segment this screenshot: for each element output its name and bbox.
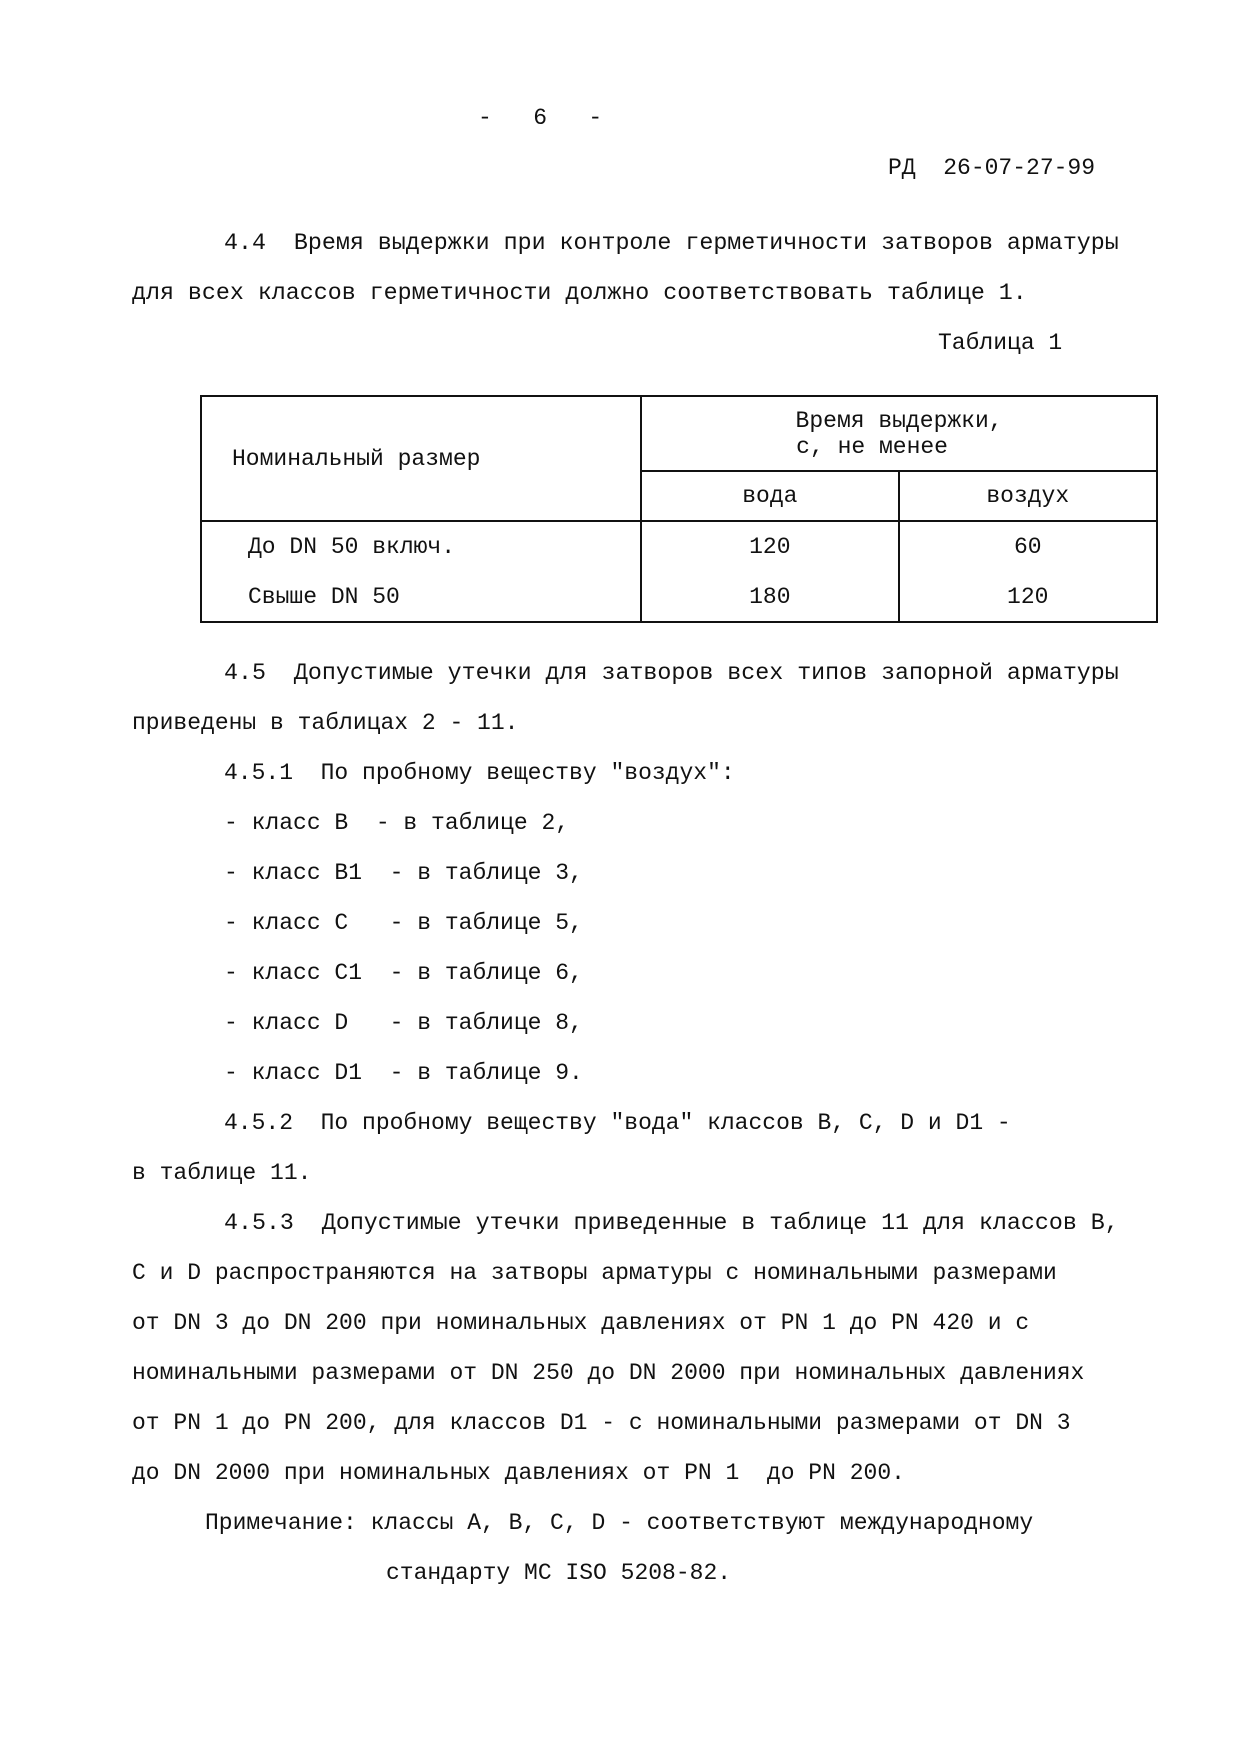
note-line-2: стандарту МС ISO 5208-82. [386, 1560, 732, 1586]
paragraph-4-5-3-line-4: номинальными размерами от DN 250 до DN 2000 при номинальных давлениях [132, 1360, 1085, 1386]
paragraph-4-5-3-line-5: от PN 1 до PN 200, для классов D1 - с номинальными размерами от DN 3 [132, 1410, 1071, 1436]
cell-size: До DN 50 включ. [201, 521, 641, 572]
header-exposure-time [641, 396, 1157, 471]
table-caption: Таблица 1 [938, 330, 1063, 356]
note-line-1: Примечание: классы A, B, C, D - соответствуют международному [205, 1510, 1034, 1536]
cell-water: 180 [641, 572, 898, 622]
paragraph-4-5-1-intro: 4.5.1 По пробному веществу "воздух": [224, 760, 735, 786]
list-item: - класс D - в таблице 8, [224, 1010, 583, 1036]
header-nominal-size: Номинальный размер [201, 396, 641, 521]
paragraph-4-5-3-line-3: от DN 3 до DN 200 при номинальных давлениях от PN 1 до PN 420 и с [132, 1310, 1030, 1336]
table-row [201, 572, 1157, 622]
cell-air: 60 [899, 521, 1157, 572]
paragraph-4-5-3-line-2: C и D распространяются на затворы арматуры с номинальными размерами [132, 1260, 1057, 1286]
list-item: - класс C1 - в таблице 6, [224, 960, 583, 986]
page-number: - 6 - [478, 105, 603, 131]
list-item: - класс D1 - в таблице 9. [224, 1060, 583, 1086]
header-water: вода [641, 471, 898, 521]
paragraph-4-5-line-1: 4.5 Допустимые утечки для затворов всех типов запорной арматуры [224, 660, 1119, 686]
header-air: воздух [899, 471, 1157, 521]
paragraph-4-5-3-line-1: 4.5.3 Допустимые утечки приведенные в таблице 11 для классов B, [224, 1210, 1119, 1236]
list-item: - класс B - в таблице 2, [224, 810, 570, 836]
paragraph-4-4-line-1: 4.4 Время выдержки при контроле герметичности затворов арматуры [224, 230, 1119, 256]
exposure-time-table [200, 395, 1158, 623]
table-row [201, 521, 1157, 572]
paragraph-4-5-line-2: приведены в таблицах 2 - 11. [132, 710, 519, 736]
paragraph-4-4-line-2: для всех классов герметичности должно соответствовать таблице 1. [132, 280, 1027, 306]
paragraph-4-5-3-line-6: до DN 2000 при номинальных давлениях от PN 1 до PN 200. [132, 1460, 905, 1486]
header-exposure-time-line-2: с, не менее [796, 433, 948, 460]
header-exposure-time-line-1: Время выдержки, [795, 407, 1003, 434]
cell-water: 120 [641, 521, 898, 572]
document-code: РД 26-07-27-99 [888, 155, 1096, 181]
paragraph-4-5-2-line-2: в таблице 11. [132, 1160, 312, 1186]
cell-air: 120 [899, 572, 1157, 622]
cell-size: Свыше DN 50 [201, 572, 641, 622]
paragraph-4-5-2-line-1: 4.5.2 По пробному веществу "вода" классов B, C, D и D1 - [224, 1110, 1011, 1136]
list-item: - класс B1 - в таблице 3, [224, 860, 583, 886]
list-item: - класс C - в таблице 5, [224, 910, 583, 936]
